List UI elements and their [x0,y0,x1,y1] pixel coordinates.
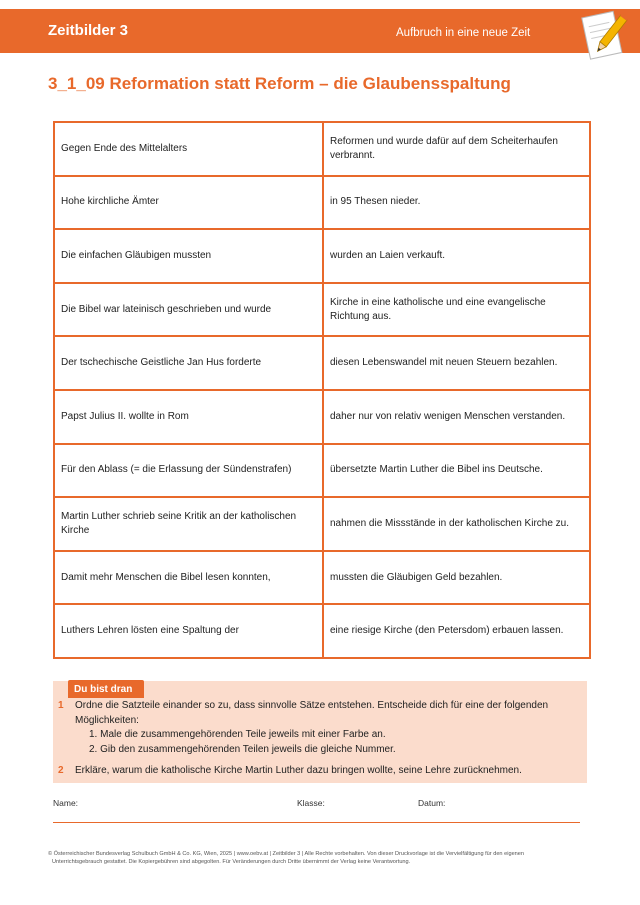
date-label: Datum: [418,798,446,808]
table-row [54,122,590,176]
left-cell: Luthers Lehren lösten eine Spaltung der [54,604,323,658]
page-title: 3_1_09 Reformation statt Reform – die Glaubensspaltung [48,74,511,93]
right-cell: in 95 Thesen nieder. [323,176,590,230]
task-1 [58,699,580,757]
right-cell: wurden an Laien verkauft. [323,229,590,283]
left-cell: Martin Luther schrieb seine Kritik an der katholischen Kirche [54,497,323,551]
table-row [54,604,590,658]
task-number: 2 [58,765,64,776]
left-cell: Gegen Ende des Mittelalters [54,122,323,176]
task-option: 1. Male die zusammengehörenden Teile jeweils mit einer Farbe an. [89,729,386,740]
task-label: Du bist dran [68,680,144,698]
right-cell: daher nur von relativ wenigen Menschen verstanden. [323,390,590,444]
right-cell: diesen Lebenswandel mit neuen Steuern bezahlen. [323,336,590,390]
table-row [54,497,590,551]
right-cell: Kirche in eine katholische und eine evangelische Richtung aus. [323,283,590,337]
right-cell: nahmen die Missstände in der katholischen Kirche zu. [323,497,590,551]
header-title: Zeitbilder 3 [48,22,129,39]
footer-line: Unterrichtsgebrauch gestattet. Die Kopiergebühren sind abgegolten. Für Veränderungen durch Dritte übernimmt der Verlag keine Verantwortung. [52,859,411,866]
footer-line: © Österreichischer Bundesverlag Schulbuch GmbH & Co. KG, Wien, 2025 | www.oebv.at | Zeitbilder 3 | Alle Rechte vorbehalten. Von dieser Druckvorlage ist die Vervielfältigung für den eigenen [48,851,525,857]
table-row [54,551,590,605]
table-row [54,336,590,390]
table-row [54,176,590,230]
task-text: Erkläre, warum die katholische Kirche Martin Luther dazu bringen wollte, seine Lehre zurücknehmen. [75,765,522,776]
left-cell: Der tschechische Geistliche Jan Hus forderte [54,336,323,390]
table-row [54,283,590,337]
right-cell: mussten die Gläubigen Geld bezahlen. [323,551,590,605]
name-label: Name: [53,798,79,808]
header-subtitle: Aufbruch in eine neue Zeit [396,27,531,39]
left-cell: Hohe kirchliche Ämter [54,176,323,230]
task-2 [58,764,580,779]
footer [48,850,598,866]
left-cell: Papst Julius II. wollte in Rom [54,390,323,444]
matching-table [53,121,591,659]
table-row [54,444,590,498]
right-cell: Reformen und wurde dafür auf dem Scheiterhaufen verbrannt. [323,122,590,176]
task-text: Ordne die Satzteile einander so zu, dass sinnvolle Sätze entstehen. Entscheide dich für eine der folgenden Möglichkeiten: [75,700,549,726]
class-label: Klasse: [297,798,325,808]
left-cell: Die einfachen Gläubigen mussten [54,229,323,283]
pencil-paper-icon [578,8,628,64]
left-cell: Für den Ablass (= die Erlassung der Sündenstrafen) [54,444,323,498]
right-cell: eine riesige Kirche (den Petersdom) erbauen lassen. [323,604,590,658]
table-row [54,390,590,444]
left-cell: Die Bibel war lateinisch geschrieben und wurde [54,283,323,337]
table-row [54,229,590,283]
form-line [53,822,580,823]
task-option: 2. Gib den zusammengehörenden Teilen jeweils die gleiche Nummer. [89,743,396,755]
right-cell: übersetzte Martin Luther die Bibel ins Deutsche. [323,444,590,498]
left-cell: Damit mehr Menschen die Bibel lesen konnten, [54,551,323,605]
task-number: 1 [58,700,64,711]
